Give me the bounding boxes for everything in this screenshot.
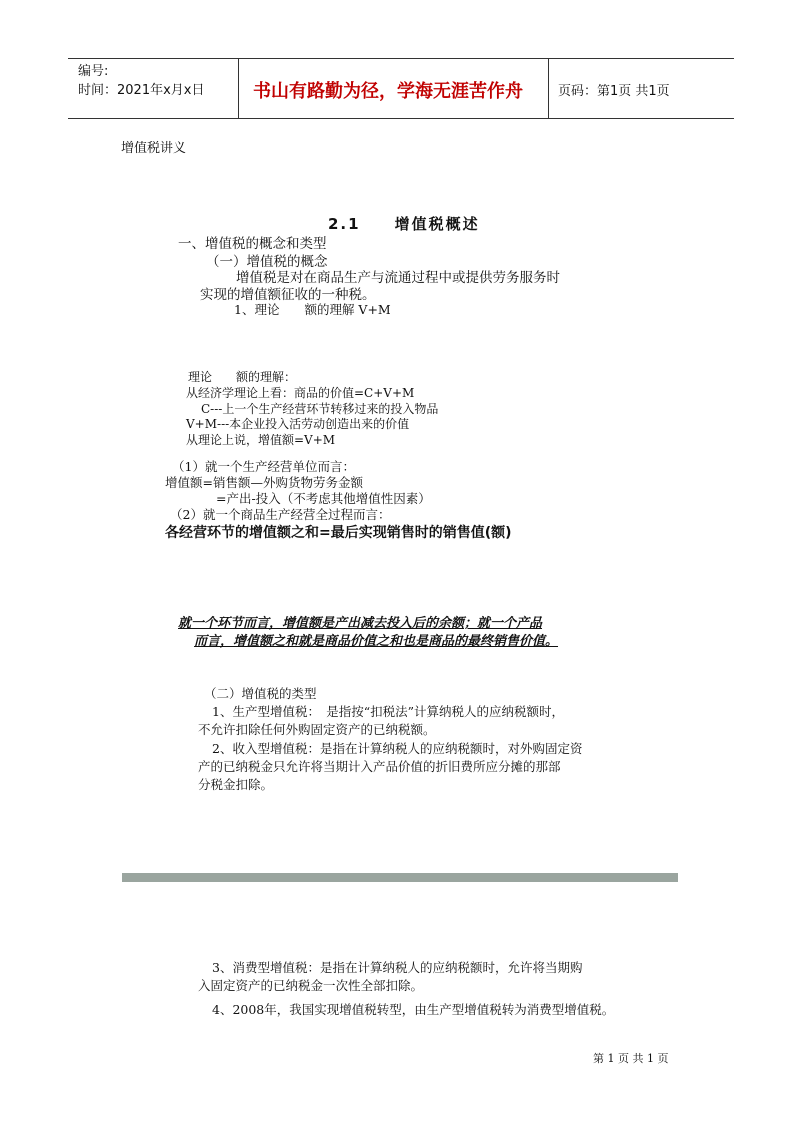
theory-line5: 从理论上说，增值额=V+M: [186, 433, 336, 447]
theory-line4: V+M---本企业投入活劳动创造出来的价值: [186, 417, 410, 431]
type2-line3: 分税金扣除。: [198, 777, 274, 792]
type1-line2: 不允许扣除任何外购固定资产的已纳税额。: [198, 722, 436, 737]
theory-line1: 理论 额的理解：: [188, 370, 297, 384]
theory-line3: C---上一个生产经营环节转移过来的投入物品: [201, 402, 439, 416]
theory-line2: 从经济学理论上看：商品的价值=C+V+M: [186, 386, 415, 400]
practice-line2: 增值额=销售额—外购货物劳务金额: [165, 475, 363, 490]
header-motto: 书山有路勤为径，学海无涯苦作舟: [253, 81, 523, 102]
type3-line2: 入固定资产的已纳税金一次性全部扣除。: [198, 978, 424, 993]
type4-line1: 4、2008年，我国实现增值税转型，由生产型增值税转为消费型增值税。: [212, 1002, 615, 1017]
header-number-label: 编号:: [78, 64, 109, 79]
footer-page-number: 第 1 页 共 1 页: [593, 1052, 669, 1065]
practice-line3: =产出-投入（不考虑其他增值性因素）: [216, 491, 431, 506]
practice-line4: （2）就一个商品生产经营全过程而言：: [170, 507, 391, 522]
item-theory: 1、理论 额的理解 V+M: [234, 302, 391, 317]
type1-line1: 1、生产型增值税： 是指按“扣税法”计算纳税人的应纳税额时，: [212, 704, 564, 719]
subheading-concept: （一）增值税的概念: [206, 254, 328, 270]
practice-line1: （1）就一个生产经营单位而言：: [172, 459, 355, 474]
header-bottom-border: [68, 118, 734, 119]
header-divider-right: [548, 58, 549, 118]
emphasis-line1: 就一个环节而言，增值额是产出减去投入后的余额；就一个产品: [178, 616, 543, 631]
type2-line2: 产的已纳税金只允许将当期计入产品价值的折旧费所应分摊的那部: [198, 759, 561, 774]
type3-line1: 3、消费型增值税：是指在计算纳税人的应纳税额时，允许将当期购: [212, 960, 583, 975]
emphasis-line2: 而言，增值额之和就是商品价值之和也是商品的最终销售价值。: [194, 634, 559, 649]
types-heading: （二）增值税的类型: [204, 686, 317, 701]
document-title: 增值税讲义: [121, 141, 187, 156]
section-title: 2.1 增值税概述: [328, 215, 480, 233]
header-top-border: [68, 58, 734, 59]
heading-concept-and-types: 一、增值税的概念和类型: [178, 236, 327, 252]
header-page-label: 页码：第1页 共1页: [558, 84, 670, 99]
type2-line1: 2、收入型增值税：是指在计算纳税人的应纳税额时，对外购固定资: [212, 741, 583, 756]
concept-paragraph-line1: 增值税是对在商品生产与流通过程中或提供劳务服务时: [236, 270, 560, 286]
concept-paragraph-line2: 实现的增值额征收的一种税。: [200, 287, 376, 303]
header-time-label: 时间：2021年x月x日: [78, 83, 205, 98]
header-divider-left: [238, 58, 239, 118]
divider-bar: [122, 873, 678, 882]
practice-conclusion: 各经营环节的增值额之和=最后实现销售时的销售值(额): [165, 525, 512, 541]
